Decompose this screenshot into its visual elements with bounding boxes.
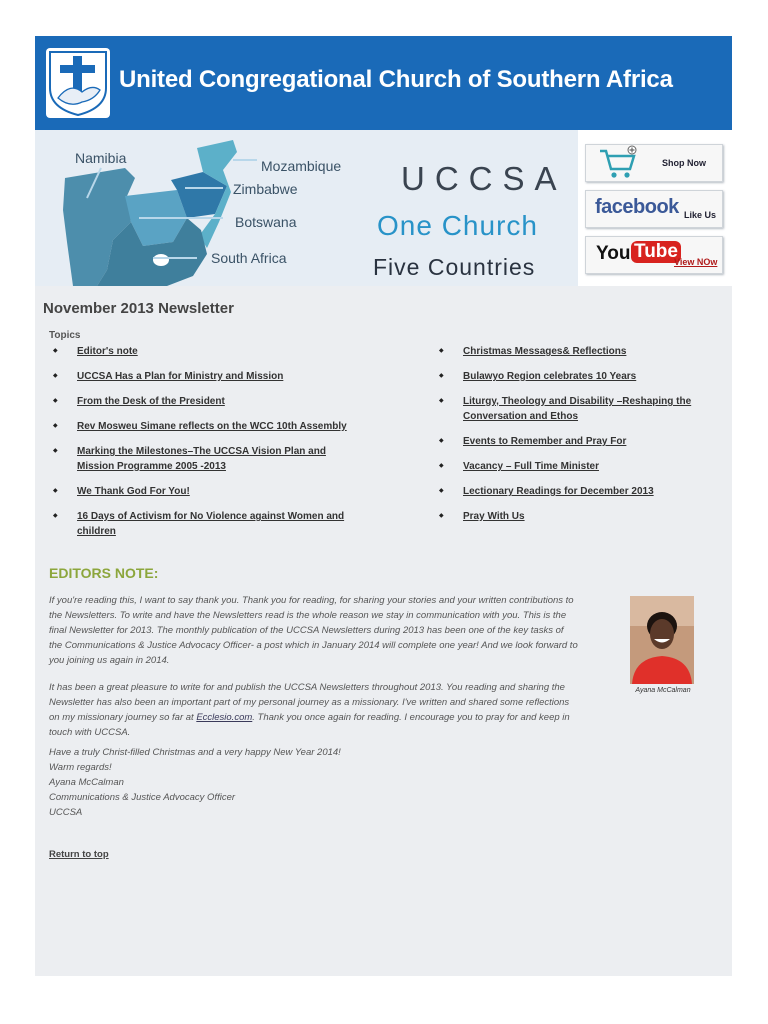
topic-link[interactable]: 16 Days of Activism for No Violence against Women and children — [77, 511, 345, 537]
view-now-label: View NOw — [674, 257, 718, 267]
shopping-cart-icon — [596, 145, 640, 181]
closing-line: Communications & Justice Advocacy Officer — [49, 792, 236, 803]
cross-dove-icon — [46, 48, 110, 118]
topic-link[interactable]: Rev Mosweu Simane reflects on the WCC 10th Assembly — [77, 421, 347, 432]
topic-link[interactable]: Christmas Messages& Reflections — [463, 346, 627, 357]
header-bar — [35, 36, 732, 130]
topics-label: Topics — [49, 330, 81, 341]
closing-line: Have a truly Christ-filled Christmas and a very happy New Year 2014! — [49, 747, 341, 758]
list-item — [49, 369, 349, 384]
closing-line: Warm regards! — [49, 762, 112, 773]
label-mozambique: Mozambique — [261, 158, 342, 174]
youtube-button[interactable] — [585, 236, 723, 274]
return-to-top-link[interactable]: Return to top — [49, 849, 109, 860]
topic-link[interactable]: Pray With Us — [463, 511, 525, 522]
newsletter-title: November 2013 Newsletter — [43, 300, 234, 317]
list-item — [435, 434, 735, 449]
closing-line: Ayana McCalman — [49, 777, 124, 788]
topic-link[interactable]: Editor's note — [77, 346, 138, 357]
list-item — [49, 444, 349, 474]
list-item — [49, 419, 349, 434]
topic-link[interactable]: UCCSA Has a Plan for Ministry and Mission — [77, 371, 284, 382]
topic-link[interactable]: Vacancy – Full Time Minister — [463, 461, 599, 472]
brand-uccsa: UCCSA — [401, 160, 567, 197]
church-logo — [46, 48, 110, 118]
label-namibia: Namibia — [75, 150, 127, 166]
topic-link[interactable]: Events to Remember and Pray For — [463, 436, 627, 447]
photo-caption: Ayana McCalman — [635, 687, 691, 694]
topics-list-left — [49, 344, 349, 549]
label-south-africa: South Africa — [211, 250, 287, 266]
topic-link[interactable]: Lectionary Readings for December 2013 — [463, 486, 654, 497]
topic-link[interactable]: Bulawyo Region celebrates 10 Years — [463, 371, 637, 382]
list-item — [435, 509, 735, 524]
shop-now-button[interactable] — [585, 144, 723, 182]
topic-link[interactable]: We Thank God For You! — [77, 486, 190, 497]
list-item — [435, 344, 735, 359]
social-sidebar — [578, 130, 732, 286]
paragraph-text: It has been a great pleasure to write for and publish the UCCSA Newsletters throughout 2013. You reading and sharing the Newsletter has also been an important part of my personal journey as a missionary. I've written and shared some reflections on my missionary journey so far at — [49, 682, 570, 723]
list-item — [435, 484, 735, 499]
topic-link[interactable]: From the Desk of the President — [77, 396, 225, 407]
youtube-tube: Tube — [631, 241, 681, 263]
list-item — [49, 484, 349, 499]
topic-link[interactable]: Marking the Milestones–The UCCSA Vision Plan and Mission Programme 2005 -2013 — [77, 446, 326, 472]
topics-list-right — [435, 344, 735, 534]
editors-closing — [49, 745, 579, 820]
list-item — [49, 344, 349, 359]
header-title: United Congregational Church of Southern Africa — [119, 66, 673, 93]
tagline-five-countries: Five Countries — [373, 254, 536, 280]
closing-line: UCCSA — [49, 807, 83, 818]
list-item — [435, 369, 735, 384]
label-botswana: Botswana — [235, 214, 297, 230]
list-item — [49, 394, 349, 409]
paragraph-text: . Thank you once again for reading. I encourage you to pray for and keep in touch with UCCSA. — [49, 712, 570, 738]
shop-now-label: Shop Now — [662, 158, 706, 168]
facebook-button[interactable] — [585, 190, 723, 228]
topic-link[interactable]: Liturgy, Theology and Disability –Reshaping the Conversation and Ethos — [463, 396, 692, 422]
ecclesio-link[interactable]: Ecclesio.com — [196, 712, 253, 723]
portrait-image — [630, 596, 694, 684]
editors-note-heading: EDITORS NOTE: — [49, 565, 159, 581]
tagline-one-church: One Church — [377, 210, 538, 241]
banner — [35, 130, 578, 286]
like-us-label: Like Us — [684, 210, 717, 220]
list-item — [49, 509, 349, 539]
author-photo — [630, 596, 694, 684]
list-item — [435, 459, 735, 474]
youtube-you: You — [596, 243, 631, 264]
newsletter-page — [35, 36, 732, 976]
facebook-wordmark: facebook — [595, 196, 679, 218]
list-item — [435, 394, 735, 424]
label-zimbabwe: Zimbabwe — [233, 181, 298, 197]
editors-paragraph-1: If you're reading this, I want to say thank you. Thank you for reading, for sharing your stories and your written contributions to the Newsletters. To write and have the Newsletters read is the whole reason we stay in communication with you. This is the final Newsletter for 2013. The monthly publication of the UCCSA Newsletters during 2013 has been one of the key tasks of the Communications & Justice Advocacy Officer- a post which in January 2014 will complete one year! And we look forward to you joining us again in 2014. — [49, 595, 578, 666]
editors-paragraph-2 — [49, 680, 579, 740]
